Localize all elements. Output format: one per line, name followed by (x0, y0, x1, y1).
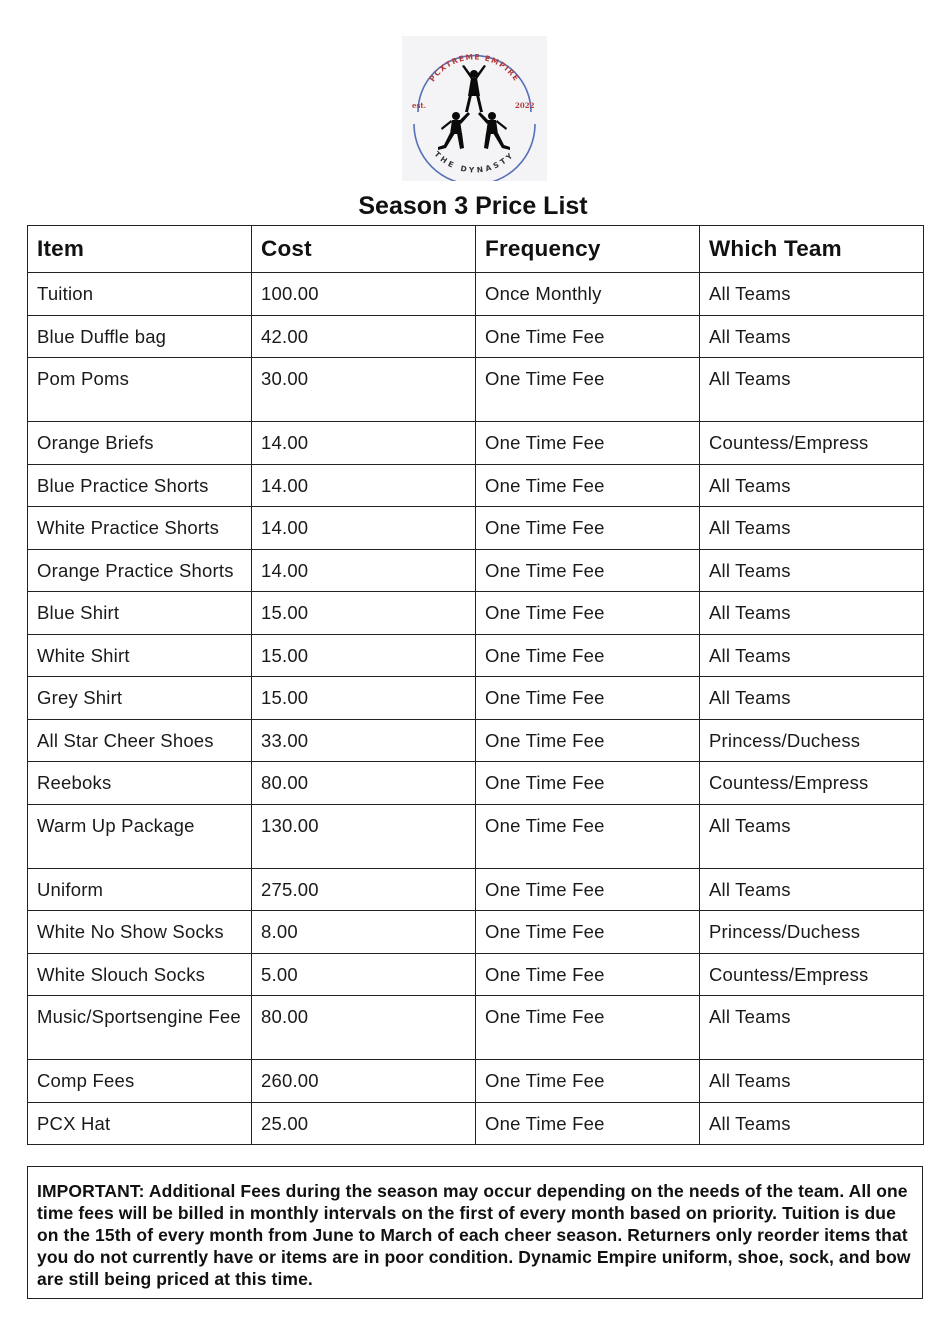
item-cell: Reeboks (28, 762, 252, 805)
frequency-cell: One Time Fee (476, 677, 700, 720)
cost-cell: 15.00 (252, 634, 476, 677)
team-cell: Princess/Duchess (700, 911, 924, 954)
item-cell: White Slouch Socks (28, 953, 252, 996)
header-which-team: Which Team (700, 226, 924, 273)
cost-cell: 130.00 (252, 804, 476, 868)
cost-cell: 30.00 (252, 358, 476, 422)
item-cell: Pom Poms (28, 358, 252, 422)
item-cell: White Shirt (28, 634, 252, 677)
team-cell: All Teams (700, 1102, 924, 1145)
table-header-row (28, 226, 924, 273)
header-cost: Cost (252, 226, 476, 273)
table-row (28, 1102, 924, 1145)
cost-cell: 15.00 (252, 592, 476, 635)
header-item: Item (28, 226, 252, 273)
frequency-cell: One Time Fee (476, 868, 700, 911)
logo-top-text: PCXTREME EMPIRE (427, 52, 522, 84)
cost-cell: 14.00 (252, 549, 476, 592)
item-cell: Blue Duffle bag (28, 315, 252, 358)
team-cell: All Teams (700, 549, 924, 592)
table-row (28, 804, 924, 868)
cost-cell: 100.00 (252, 273, 476, 316)
team-cell: All Teams (700, 358, 924, 422)
item-cell: Blue Shirt (28, 592, 252, 635)
cost-cell: 25.00 (252, 1102, 476, 1145)
table-row (28, 677, 924, 720)
team-cell: All Teams (700, 507, 924, 550)
team-cell: Countess/Empress (700, 953, 924, 996)
item-cell: Grey Shirt (28, 677, 252, 720)
important-notice: IMPORTANT: Additional Fees during the season may occur depending on the needs of the team. All one time fees will be billed in monthly intervals on the first of every month based on priority. Tuition is due on the 15th of every month from June to March of each cheer season. Returners only reorder items that you do not currently have or items are in poor condition. Dynamic Empire uniform, shoe, sock, and bow are still being priced at this time. (27, 1166, 923, 1299)
logo-bottom-text: THE DYNASTY (432, 149, 517, 175)
cost-cell: 15.00 (252, 677, 476, 720)
team-cell: All Teams (700, 634, 924, 677)
table-row (28, 592, 924, 635)
cost-cell: 80.00 (252, 996, 476, 1060)
table-row (28, 273, 924, 316)
table-row (28, 507, 924, 550)
frequency-cell: One Time Fee (476, 1102, 700, 1145)
table-row (28, 464, 924, 507)
frequency-cell: One Time Fee (476, 507, 700, 550)
cost-cell: 5.00 (252, 953, 476, 996)
price-table (27, 225, 924, 1145)
cost-cell: 33.00 (252, 719, 476, 762)
team-cell: All Teams (700, 804, 924, 868)
team-logo (402, 36, 547, 181)
frequency-cell: One Time Fee (476, 422, 700, 465)
cost-cell: 80.00 (252, 762, 476, 805)
logo-est-label: est. (412, 101, 427, 110)
team-cell: All Teams (700, 1060, 924, 1103)
table-row (28, 315, 924, 358)
table-row (28, 1060, 924, 1103)
table-row (28, 358, 924, 422)
table-row (28, 762, 924, 805)
team-cell: Countess/Empress (700, 762, 924, 805)
page-title: Season 3 Price List (358, 192, 588, 220)
frequency-cell: One Time Fee (476, 549, 700, 592)
frequency-cell: One Time Fee (476, 953, 700, 996)
team-cell: All Teams (700, 677, 924, 720)
item-cell: Comp Fees (28, 1060, 252, 1103)
frequency-cell: One Time Fee (476, 464, 700, 507)
item-cell: White Practice Shorts (28, 507, 252, 550)
frequency-cell: One Time Fee (476, 358, 700, 422)
table-row (28, 911, 924, 954)
cost-cell: 14.00 (252, 507, 476, 550)
table-row (28, 953, 924, 996)
cost-cell: 260.00 (252, 1060, 476, 1103)
item-cell: Warm Up Package (28, 804, 252, 868)
cheer-pyramid-logo-icon (402, 36, 547, 181)
team-cell: All Teams (700, 868, 924, 911)
cheerleader-silhouettes-icon (438, 65, 510, 150)
frequency-cell: One Time Fee (476, 315, 700, 358)
header-frequency: Frequency (476, 226, 700, 273)
cost-cell: 14.00 (252, 464, 476, 507)
team-cell: All Teams (700, 315, 924, 358)
frequency-cell: One Time Fee (476, 804, 700, 868)
frequency-cell: One Time Fee (476, 634, 700, 677)
cost-cell: 275.00 (252, 868, 476, 911)
frequency-cell: One Time Fee (476, 911, 700, 954)
item-cell: Orange Practice Shorts (28, 549, 252, 592)
table-row (28, 549, 924, 592)
frequency-cell: One Time Fee (476, 996, 700, 1060)
table-row (28, 868, 924, 911)
team-cell: All Teams (700, 464, 924, 507)
table-row (28, 422, 924, 465)
cost-cell: 42.00 (252, 315, 476, 358)
frequency-cell: One Time Fee (476, 762, 700, 805)
frequency-cell: One Time Fee (476, 719, 700, 762)
item-cell: Music/Sportsengine Fee (28, 996, 252, 1060)
frequency-cell: Once Monthly (476, 273, 700, 316)
team-cell: All Teams (700, 273, 924, 316)
item-cell: Blue Practice Shorts (28, 464, 252, 507)
logo-year: 2022 (515, 101, 535, 110)
table-row (28, 634, 924, 677)
team-cell: Princess/Duchess (700, 719, 924, 762)
team-cell: All Teams (700, 592, 924, 635)
item-cell: PCX Hat (28, 1102, 252, 1145)
item-cell: Orange Briefs (28, 422, 252, 465)
frequency-cell: One Time Fee (476, 1060, 700, 1103)
item-cell: White No Show Socks (28, 911, 252, 954)
frequency-cell: One Time Fee (476, 592, 700, 635)
item-cell: Tuition (28, 273, 252, 316)
cost-cell: 14.00 (252, 422, 476, 465)
item-cell: All Star Cheer Shoes (28, 719, 252, 762)
table-row (28, 996, 924, 1060)
table-row (28, 719, 924, 762)
team-cell: All Teams (700, 996, 924, 1060)
team-cell: Countess/Empress (700, 422, 924, 465)
item-cell: Uniform (28, 868, 252, 911)
cost-cell: 8.00 (252, 911, 476, 954)
